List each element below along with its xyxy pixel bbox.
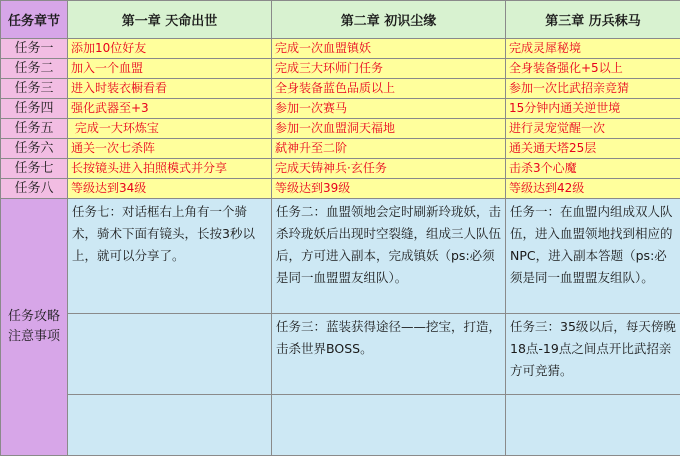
chapter-2-note [272,395,506,456]
notes-row [1,199,680,314]
chapter-2-task: 参加一次血盟洞天福地 [272,119,506,139]
task-row [1,59,680,79]
chapter-2-task: 完成天铸神兵·玄任务 [272,159,506,179]
chapter-3-task: 通关通天塔25层 [506,139,680,159]
chapter-1-note: 任务七：对话框右上角有一个骑术，骑术下面有镜头，长按3秒以上，就可以分享了。 [68,199,272,314]
chapter-2-task: 完成一次血盟镇妖 [272,39,506,59]
chapter-2-task: 弑神升至二阶 [272,139,506,159]
header-corner: 任务章节 [1,1,68,39]
chapter-3-task: 15分钟内通关逆世境 [506,99,680,119]
chapter-2-task: 全身装备蓝色品质以上 [272,79,506,99]
notes-row [1,314,680,395]
task-label: 任务五 [1,119,68,139]
notes-label-line2: 注意事项 [7,329,60,344]
chapter-3-task: 进行灵宠觉醒一次 [506,119,680,139]
notes-row [1,395,680,456]
chapter-3-task: 等级达到42级 [506,179,680,199]
notes-label-line1: 任务攻略 [7,309,60,324]
task-row [1,159,680,179]
chapter-1-task: 等级达到34级 [68,179,272,199]
chapter-1-header: 第一章 天命出世 [68,1,272,39]
chapter-3-task: 全身装备强化+5以上 [506,59,680,79]
chapter-1-task: 加入一个血盟 [68,59,272,79]
chapter-1-note [68,395,272,456]
chapter-3-note: 任务一：在血盟内组成双人队伍，进入血盟领地找到相应的NPC，进入副本答题（ps:必须是同一血盟盟友组队）。 [506,199,680,314]
task-label: 任务七 [1,159,68,179]
chapter-2-task: 参加一次赛马 [272,99,506,119]
chapter-1-task: 完成一大环炼宝 [68,119,272,139]
task-row [1,179,680,199]
chapter-3-note [506,395,680,456]
chapter-2-task: 等级达到39级 [272,179,506,199]
task-label: 任务四 [1,99,68,119]
task-label: 任务二 [1,59,68,79]
chapter-1-task: 长按镜头进入拍照模式并分享 [68,159,272,179]
chapter-3-task: 击杀3个心魔 [506,159,680,179]
chapter-1-task: 进入时装衣橱看看 [68,79,272,99]
chapter-3-task: 参加一次比武招亲竞猜 [506,79,680,99]
task-label: 任务三 [1,79,68,99]
notes-label [1,199,68,456]
chapter-1-task: 通关一次七杀阵 [68,139,272,159]
task-row [1,119,680,139]
chapter-1-note [68,314,272,395]
chapter-2-task: 完成三大环师门任务 [272,59,506,79]
header-row [1,1,680,39]
task-label: 任务六 [1,139,68,159]
chapter-3-task: 完成灵犀秘境 [506,39,680,59]
chapter-3-note: 任务三：35级以后，每天傍晚18点-19点之间点开比武招亲方可竞猜。 [506,314,680,395]
chapter-2-note: 任务三：蓝装获得途径——挖宝，打造，击杀世界BOSS。 [272,314,506,395]
task-label: 任务一 [1,39,68,59]
task-label: 任务八 [1,179,68,199]
task-row [1,139,680,159]
task-row [1,79,680,99]
chapter-3-header: 第三章 历兵秣马 [506,1,680,39]
chapter-1-task: 添加10位好友 [68,39,272,59]
chapter-2-header: 第二章 初识尘缘 [272,1,506,39]
chapter-2-note: 任务二：血盟领地会定时刷新玲珑妖，击杀玲珑妖后出现时空裂缝，组成三人队伍后，方可进入副本，完成镇妖（ps:必须是同一血盟盟友组队）。 [272,199,506,314]
task-row [1,99,680,119]
task-row [1,39,680,59]
chapter-1-task: 强化武器至+3 [68,99,272,119]
